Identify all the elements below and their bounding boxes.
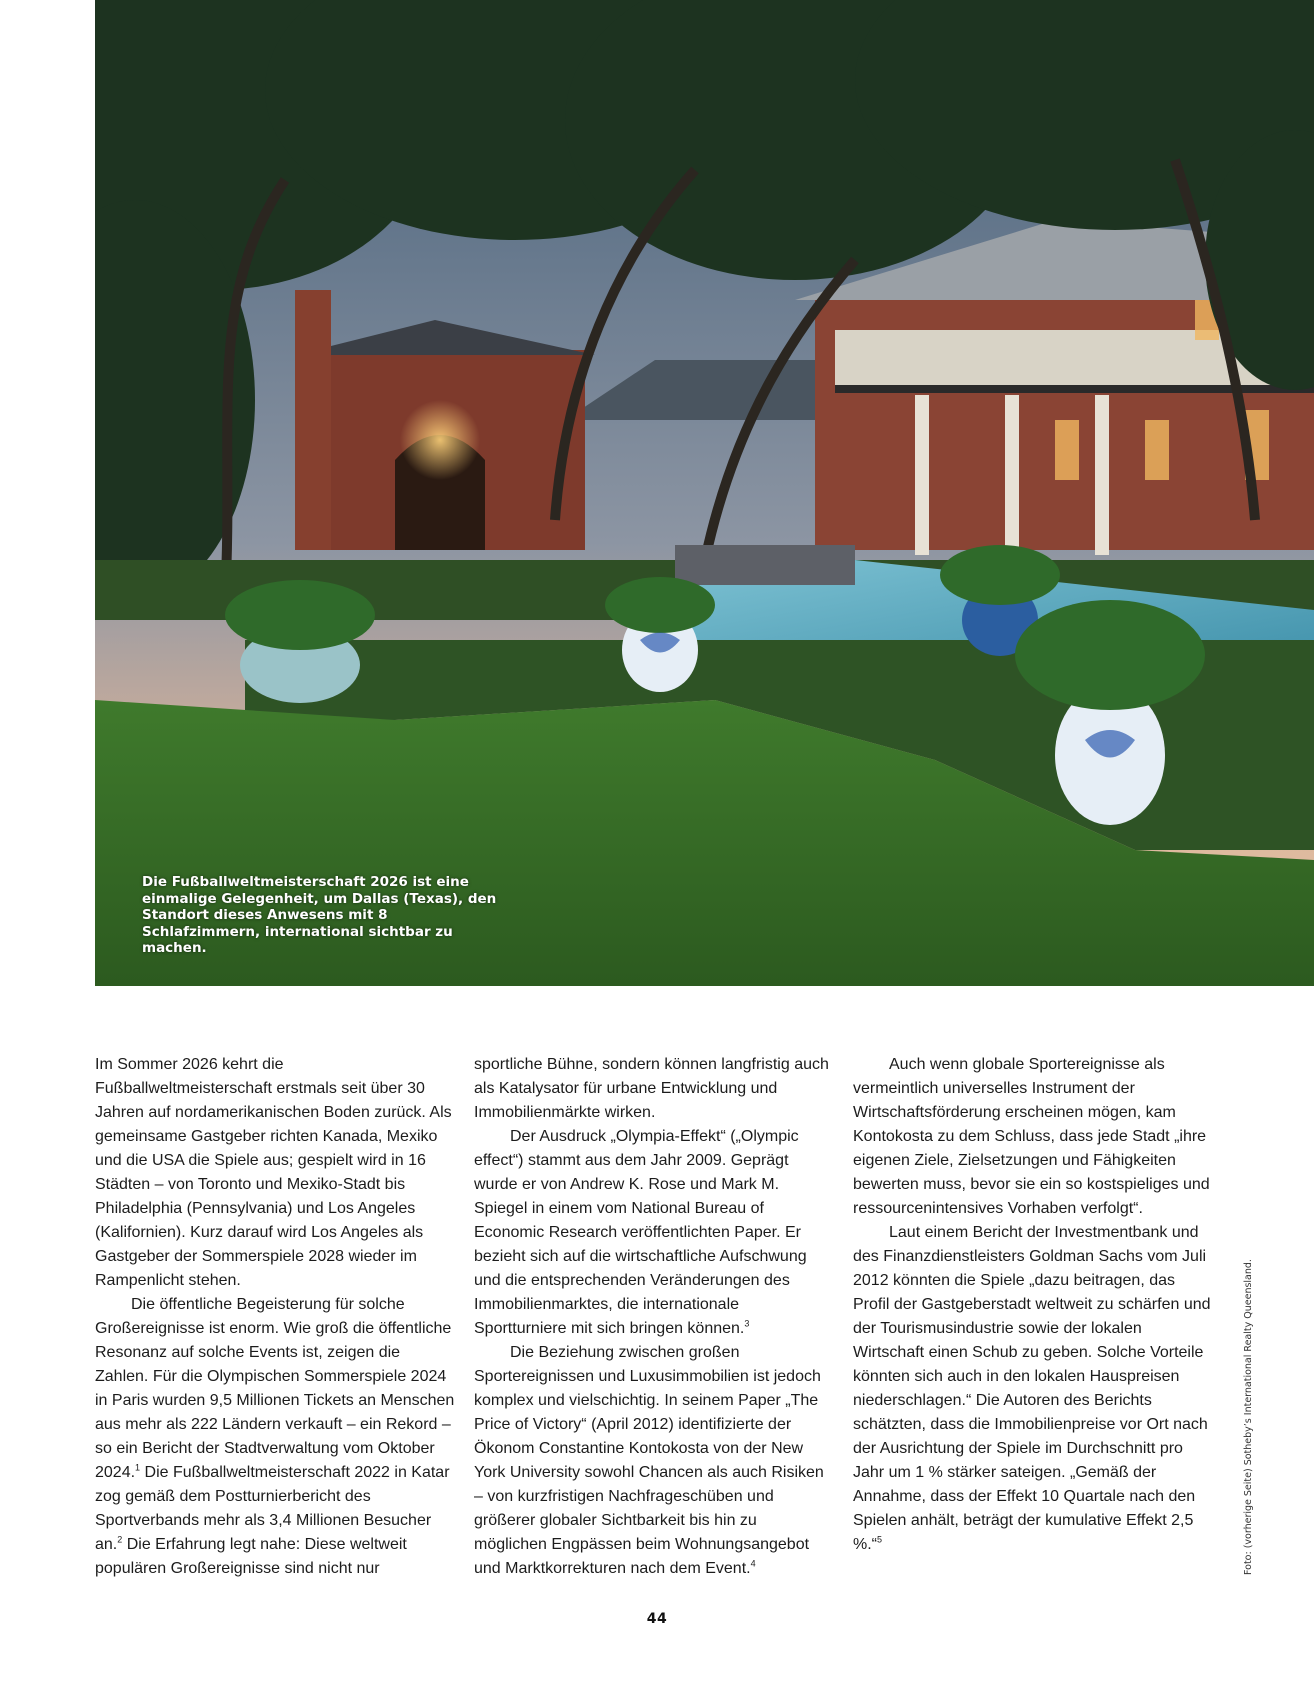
page-number: 44 (646, 1611, 668, 1627)
photo-credit: Foto: (vorherige Seite) Sotheby’s International Realty Queensland. (1243, 1259, 1254, 1575)
paragraph-text: Die Beziehung zwischen großen Sportereignissen und Luxusimmobilien ist jedoch komplex und vielschichtig. In seinem Paper „The Price of Victory“ (April 2012) identifizierte der Ökonom Constantine Kontokosta von der New York University sowohl Chancen als auch Risiken – von kurzfristigen Nachfrageschüben und größerer globaler Sichtbarkeit bis hin zu möglichen Engpässen beim Wohnungsangebot und Marktkorrekturen nach dem Event. (474, 1344, 824, 1577)
paragraph (853, 1221, 1211, 1557)
text-column-1 (95, 1053, 455, 1581)
paragraph (474, 1125, 834, 1341)
hero-photo (95, 0, 1314, 986)
footnote-ref: 3 (744, 1318, 750, 1329)
paragraph: sportliche Bühne, sondern können langfristig auch als Katalysator für urbane Entwicklung und Immobilienmärkte wirken. (474, 1056, 829, 1121)
text-column-3 (853, 1053, 1211, 1557)
footnote-ref: 1 (135, 1462, 141, 1473)
paragraph-text: Laut einem Bericht der Investmentbank und des Finanzdienstleisters Goldman Sachs vom Juli 2012 könnten die Spiele „dazu beitragen, das Profil der Gastgeberstadt weltweit zu schärfen und der Tourismusindustrie sowie der lokalen Wirtschaft einen Schub zu geben. Solche Vorteile könnten sich auch in den lokalen Hauspreisen niederschlagen.“ Die Autoren des Berichts schätzten, dass die Immobilienpreise vor Ort nach der Ausrichtung der Spiele im Durchschnitt pro Jahr um 1 % stärker sateigen. „Gemäß der Annahme, dass der Effekt 10 Quartale nach den Spielen anhält, beträgt der kumulative Effekt 2,5 %.“ (853, 1224, 1211, 1553)
photo-caption: Die Fußballweltmeisterschaft 2026 ist eine einmalige Gelegenheit, um Dallas (Texas), den Standort dieses Anwesens mit 8 Schlafzimmern, international sichtbar zu machen. (142, 874, 497, 956)
paragraph (474, 1341, 834, 1581)
paragraph-text: Die Erfahrung legt nahe: Diese weltweit populären Großereignisse sind nicht nur (95, 1536, 407, 1577)
text-column-2 (474, 1053, 834, 1581)
paragraph: Im Sommer 2026 kehrt die Fußballweltmeisterschaft erstmals seit über 30 Jahren auf nordamerikanischen Boden zurück. Als gemeinsame Gastgeber richten Kanada, Mexiko und die USA die Spiele aus; gespielt wird in 16 Städten – von Toronto und Mexiko-Stadt bis Philadelphia (Pennsylvania) und Los Angeles (Kalifornien). Kurz darauf wird Los Angeles als Gastgeber der Sommerspiele 2028 wieder im Rampenlicht stehen. (95, 1056, 452, 1289)
paragraph-text: Die öffentliche Begeisterung für solche Großereignisse ist enorm. Wie groß die öffentliche Resonanz auf solche Events ist, zeigen die Zahlen. Für die Olympischen Sommerspiele 2024 in Paris wurden 9,5 Millionen Tickets an Menschen aus mehr als 222 Ländern verkauft – ein Rekord – so ein Bericht der Stadtverwaltung vom Oktober 2024. (95, 1296, 455, 1481)
estate-garden-image (95, 0, 1314, 986)
paragraph-text: Der Ausdruck „Olympia-Effekt“ („Olympic effect“) stammt aus dem Jahr 2009. Geprägt wurde er von Andrew K. Rose und Mark M. Spiegel in einem vom National Bureau of Economic Research veröffentlichten Paper. Er bezieht sich auf die wirtschaftliche Aufschwung und die entsprechenden Veränderungen des Immobilienmarktes, die internationale Sportturniere mit sich bringen können. (474, 1128, 807, 1337)
footnote-ref: 4 (750, 1558, 756, 1569)
footnote-ref: 2 (117, 1534, 123, 1545)
paragraph (95, 1293, 455, 1581)
paragraph: Auch wenn globale Sportereignisse als vermeintlich universelles Instrument der Wirtschaftsförderung erscheinen mögen, kam Kontokosta zu dem Schluss, dass jede Stadt „ihre eigenen Ziele, Zielsetzungen und Fähigkeiten bewerten muss, bevor sie ein so kostspieliges und ressourcenintensives Vorhaben verfolgt“. (853, 1056, 1210, 1217)
footnote-ref: 5 (877, 1534, 883, 1545)
paragraph-text: Die Fußballweltmeisterschaft 2022 in Katar zog gemäß dem Postturnierbericht des Sportverbands mehr als 3,4 Millionen Besucher an. (95, 1464, 450, 1553)
